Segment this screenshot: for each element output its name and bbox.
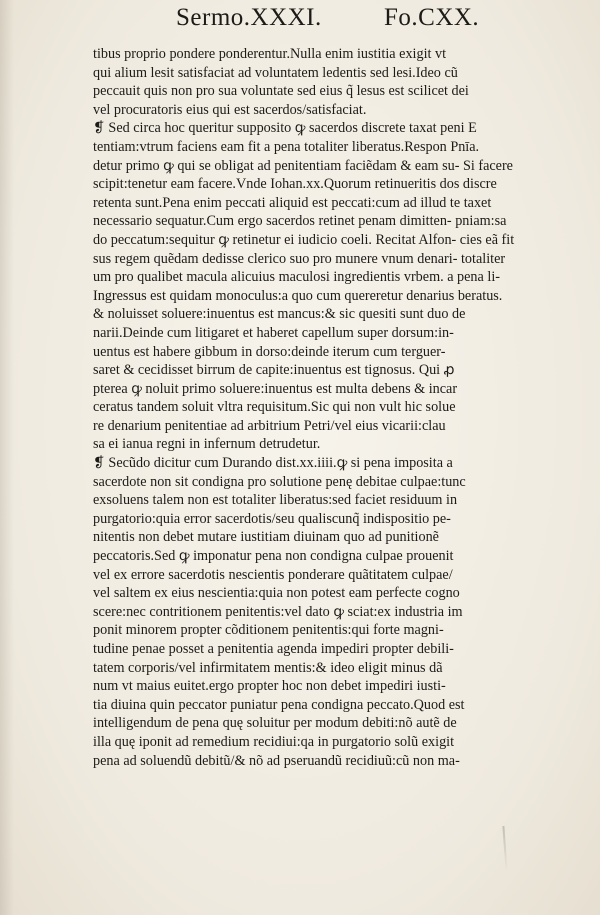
text-block	[93, 45, 523, 770]
text-line: tentiam:vtrum faciens eam fit a pena totaliter liberatus.Respon Pnīa.	[93, 138, 480, 155]
text-line: intelligendum de pena quę soluitur per modum debiti:nõ autẽ de	[93, 715, 457, 732]
text-line: retenta sunt.Pena enim peccati aliquid est peccati:cum ad illud te taxet	[93, 194, 492, 211]
text-line: tudine penae posset a penitentia agenda impediri propter debili-	[93, 641, 454, 657]
text-line: num vt maius euitet.ergo propter hoc non debet impediri iusti-	[93, 678, 446, 695]
text-line: ponit minorem propter cõditionem penitentis:qui forte magni-	[93, 622, 444, 639]
text-line: detur primo ꝙ qui se obligat ad penitentiam faciẽdam & eam su- Si facere	[93, 157, 513, 174]
folio-number: Fo.CXX.	[384, 4, 480, 31]
text-line: exsoluens talem non est totaliter liberatus:sed faciet residuum in	[93, 492, 458, 509]
text-line: ❡ Sed circa hoc queritur supposito ꝙ sacerdos discrete taxat peni E	[93, 120, 477, 137]
text-line: saret & cecidisset birrum de capite:inuentus est tignosus. Qui ꝓ	[93, 362, 455, 379]
running-head: Sermo.XXXI.	[176, 4, 322, 31]
text-line: do peccatum:sequitur ꝙ retinetur ei iudicio coeli. Recitat Alfon- cies eã fit	[93, 231, 515, 248]
page-header	[0, 4, 600, 40]
text-line: sacerdote non sit condigna pro solutione penę debitae culpae:tunc	[93, 473, 466, 490]
text-line: um pro qualibet macula alicuius maculosi ingredientis vrbem. a pena li-	[93, 269, 500, 286]
text-line: tia diuina quin peccator puniatur pena condigna peccato.Quod est	[93, 696, 465, 713]
text-line: & noluisset soluere:inuentus est mancus:& sic quesiti sunt duo de	[93, 306, 466, 323]
text-line: ❡ Secũdo dicitur cum Durando dist.xx.iiii.ꝙ si pena imposita a	[93, 455, 453, 472]
text-line: sus regem quẽdam dedisse clerico suo pro munere vnum denari- totaliter	[93, 250, 506, 267]
text-line: illa quę iponit ad remedium recidiui:qa in purgatorio solũ exigit	[93, 733, 455, 750]
text-line: nitentis non debet mutare iustitiam diuinam quo ad punitionẽ	[93, 529, 439, 546]
text-line: qui alium lesit satisfaciat ad voluntatem ledentis sed lesi.Ideo cũ	[93, 64, 458, 81]
text-line: tibus proprio pondere ponderentur.Nulla enim iustitia exigit vt	[93, 46, 447, 62]
text-line: peccauit quis non pro sua voluntate sed eius q̃ lesus est scilicet dei	[93, 83, 469, 100]
text-line: scipit:tenetur eam facere.Vnde Iohan.xx.Quorum retinueritis dos discre	[93, 176, 497, 193]
text-line: ceratus tandem soluit vltra requisitum.Sic qui non vult hic solue	[93, 399, 456, 416]
text-line: Ingressus est quidam monoculus:a quo cum quereretur denarius beratus.	[93, 287, 503, 304]
text-line: purgatorio:quia error sacerdotis/seu qualiscunq̃ indispositio pe-	[93, 510, 451, 527]
text-line: uentus est habere gibbum in dorso:deinde iterum cum terguer-	[93, 343, 446, 360]
text-line: pena ad soluendũ debitũ/& nõ ad pseruandũ recidiuũ:cũ non ma-	[93, 752, 460, 769]
page-gutter-shadow	[0, 0, 14, 915]
text-line: scere:nec contritionem penitentis:vel dato ꝙ sciat:ex industria im	[93, 603, 463, 620]
text-line: necessario sequatur.Cum ergo sacerdos retinet penam dimitten- pniam:sa	[93, 213, 507, 230]
text-line: vel procuratoris eius qui est sacerdos/satisfaciat.	[93, 101, 367, 118]
text-line: sa ei ianua regni in infernum detrudetur.	[93, 436, 321, 453]
text-line: vel saltem ex eius nescientia:quia non potest eam perfecte cogno	[93, 585, 460, 602]
page-mark	[502, 826, 507, 872]
text-line: peccatoris.Sed ꝙ imponatur pena non condigna culpae prouenit	[93, 548, 454, 565]
text-line: narii.Deinde cum litigaret et haberet capellum super dorsum:in-	[93, 324, 454, 341]
text-line: re denarium penitentiae ad arbitrium Petri/vel eius vicarii:clau	[93, 417, 446, 434]
text-line: tatem corporis/vel infirmitatem mentis:& ideo eligit minus dã	[93, 659, 443, 676]
text-line: vel ex errore sacerdotis nescientis ponderare quãtitatem culpae/	[93, 566, 453, 583]
text-line: pterea ꝙ noluit primo soluere:inuentus est multa debens & incar	[93, 380, 458, 397]
